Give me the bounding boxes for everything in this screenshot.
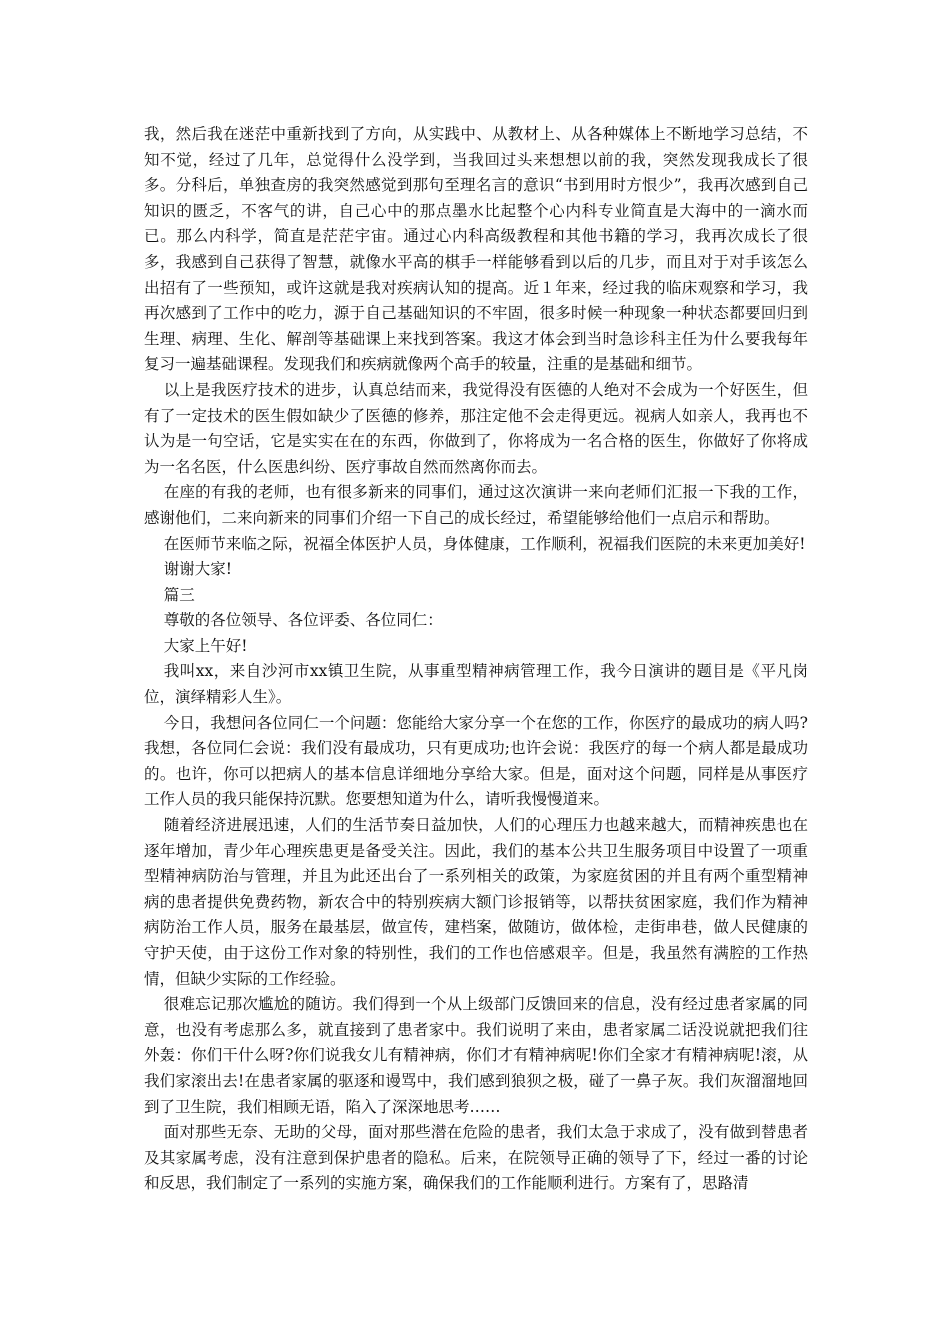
paragraph-visit: 很难忘记那次尴尬的随访。我们得到一个从上级部门反馈回来的信息，没有经过患者家属的同意，也没有考虑那么多，就直接到了患者家中。我们说明了来由，患者家属二话没说就把我们往外轰：你们干什么呀?你们说我女儿有精神病，你们才有精神病呢!你们全家才有精神病呢!滚，从我们家滚出去!在患者家属的驱逐和谩骂中，我们感到狼狈之极，碰了一鼻子灰。我们灰溜溜地回到了卫生院，我们相顾无语，陷入了深深地思考…… <box>144 995 808 1116</box>
section-heading: 篇三 <box>163 585 195 604</box>
greeting: 大家上午好! <box>163 636 248 655</box>
document-page <box>144 122 808 1197</box>
paragraph-3: 在座的有我的老师，也有很多新来的同事们，通过这次演讲一来向老师们汇报一下我的工作，感谢他们，二来向新来的同事们介绍一下自己的成长经过，希望能够给他们一点启示和帮助。 <box>144 483 808 527</box>
paragraph-4: 在医师节来临之际，祝福全体医护人员，身体健康，工作顺利，祝福我们医院的未来更加美好! <box>163 534 806 553</box>
paragraph-question: 今日，我想问各位同仁一个问题：您能给大家分享一个在您的工作，你医疗的最成功的病人吗?我想，各位同仁会说：我们没有最成功，只有更成功;也许会说：我医疗的每一个病人都是最成功的。也许，你可以把病人的基本信息详细地分享给大家。但是，面对这个问题，同样是从事医疗工作人员的我只能保持沉默。您要想知道为什么，请听我慢慢道来。 <box>144 713 808 809</box>
paragraph-intro: 我叫xx，来自沙河市xx镇卫生院，从事重型精神病管理工作，我今日演讲的题目是《平凡岗位，演绎精彩人生》。 <box>144 662 808 707</box>
paragraph-1: 我，然后我在迷茫中重新找到了方向，从实践中、从教材上、从各种媒体上不断地学习总结，不知不觉，经过了几年，总觉得什么没学到，当我回过头来想想以前的我，突然发现我成长了很多。分科后，单独查房的我突然感觉到那句至理名言的意识“书到用时方恨少”，我再次感到自己知识的匮乏，不客气的讲，自己心中的那点墨水比起整个心内科专业简直是大海中的一滴水而已。那么内科学，简直是茫茫宇宙。通过心内科高级教程和其他书籍的学习，我再次成长了很多，我感到自己获得了智慧，就像水平高的棋手一样能够看到以后的几步，而且对于对手该怎么出招有了一些预知，或许这就是我对疾病认知的提高。近１年来，经过我的临床观察和学习，我再次感到了工作中的吃力，源于自己基础知识的不牢固，很多时候一种现象一种状态都要回归到生理、病理、生化、解剖等基础课上来找到答案。我这才体会到当时急诊科主任为什么要我每年复习一遍基础课程。发现我们和疾病就像两个高手的较量，注重的是基础和细节。 <box>144 125 808 374</box>
paragraph-reflection: 面对那些无奈、无助的父母，面对那些潜在危险的患者，我们太急于求成了，没有做到替患者及其家属考虑，没有注意到保护患者的隐私。后来，在院领导正确的领导了下，经过一番的讨论和反思，我们制定了一系列的实施方案，确保我们的工作能顺利进行。方案有了，思路清 <box>144 1123 808 1193</box>
closing-thanks: 谢谢大家! <box>163 560 232 579</box>
paragraph-background: 随着经济进展迅速，人们的生活节奏日益加快，人们的心理压力也越来越大，而精神疾患也在逐年增加，青少年心理疾患更是备受关注。因此，我们的基本公共卫生服务项目中设置了一项重型精神病防治与管理，并且为此还出台了一系列相关的政策，为家庭贫困的并且有两个重型精神病的患者提供免费药物，新农合中的特别疾病大额门诊报销等，以帮扶贫困家庭，我们作为精神病防治工作人员，服务在最基层，做宣传，建档案，做随访，做体检，走街串巷，做人民健康的守护天使，由于这份工作对象的特别性，我们的工作也倍感艰辛。但是，我虽然有满腔的工作热情，但缺少实际的工作经验。 <box>144 816 808 988</box>
salutation: 尊敬的各位领导、各位评委、各位同仁： <box>163 611 443 630</box>
paragraph-2: 以上是我医疗技术的进步，认真总结而来，我觉得没有医德的人绝对不会成为一个好医生，但有了一定技术的医生假如缺少了医德的修养，那注定他不会走得更远。视病人如亲人，我再也不认为是一句空话，它是实实在在的东西，你做到了，你将成为一名合格的医生，你做好了你将成为一名名医，什么医患纠纷、医疗事故自然而然离你而去。 <box>144 380 808 476</box>
